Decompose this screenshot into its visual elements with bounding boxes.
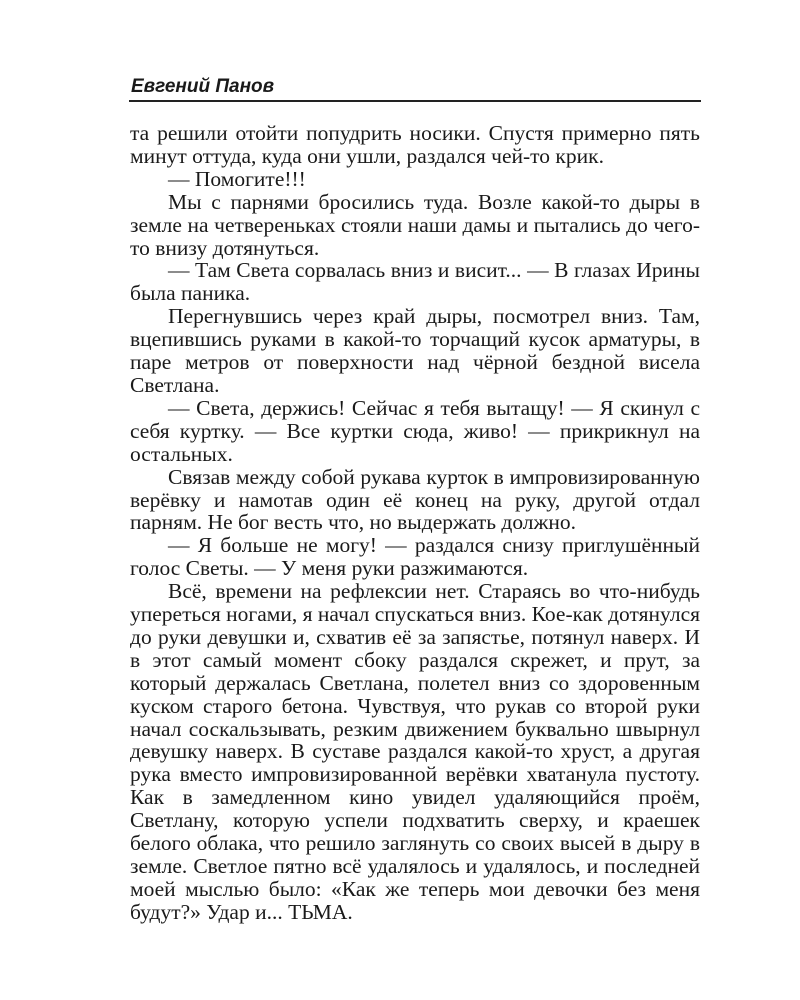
paragraph: Всё, времени на рефлексии нет. Стараясь во что-нибудь упереться ногами, я начал спускаться вниз. Кое-как дотянулся до руки девушки и, схватив её за запястье, потянул наверх. И в этот самый момент сбоку раздался скрежет, и прут, за который держалась Светлана, полетел вниз со здоровенным куском старого бетона. Чувствуя, что рукав со второй руки начал соскальзывать, резким движением буквально швырнул девушку наверх. В суставе раздался какой-то хруст, а другая рука вместо импровизированной верёвки хватанула пустоту. Как в замедленном кино увидел удаляющийся проём, Светлану, которую успели подхватить сверху, и краешек белого облака, что решило заглянуть со своих высей в дыру в земле. Светлое пятно всё удалялось и удалялось, и последней моей мыслью было: «Как же теперь мои девочки без меня будут?» Удар и... ТЬМА.: [130, 579, 700, 924]
paragraph: — Помогите!!!: [168, 166, 306, 191]
paragraph: — Света, держись! Сейчас я тебя вытащу! — Я скинул с себя куртку. — Все куртки сюда, живо! — прикрикнул на остальных.: [130, 395, 700, 466]
paragraph: Мы с парнями бросились туда. Возле какой-то дыры в земле на четвереньках стояли наши дамы и пытались до чего-то внизу дотянуться.: [130, 189, 700, 260]
paragraph: Перегнувшись через край дыры, посмотрел вниз. Там, вцепившись руками в какой-то торчащий кусок арматуры, в паре метров от поверхности над чёрной бездной висела Светлана.: [130, 304, 700, 397]
paragraph: та решили отойти попудрить носики. Спустя примерно пять минут оттуда, куда они ушли, раздался чей-то крик.: [130, 121, 700, 168]
paragraph: Связав между собой рукава курток в импровизированную верёвку и намотав один её конец на руку, другой отдал парням. Не бог весть что, но выдержать должно.: [130, 464, 700, 535]
paragraph: — Я больше не могу! — раздался снизу приглушённый голос Светы. — У меня руки разжимаются.: [130, 533, 700, 581]
page-body: [130, 122, 700, 924]
author-name: Евгений Панов: [131, 76, 275, 97]
paragraph: — Там Света сорвалась вниз и висит... — В глазах Ирины была паника.: [130, 258, 700, 306]
running-header: [129, 74, 701, 102]
